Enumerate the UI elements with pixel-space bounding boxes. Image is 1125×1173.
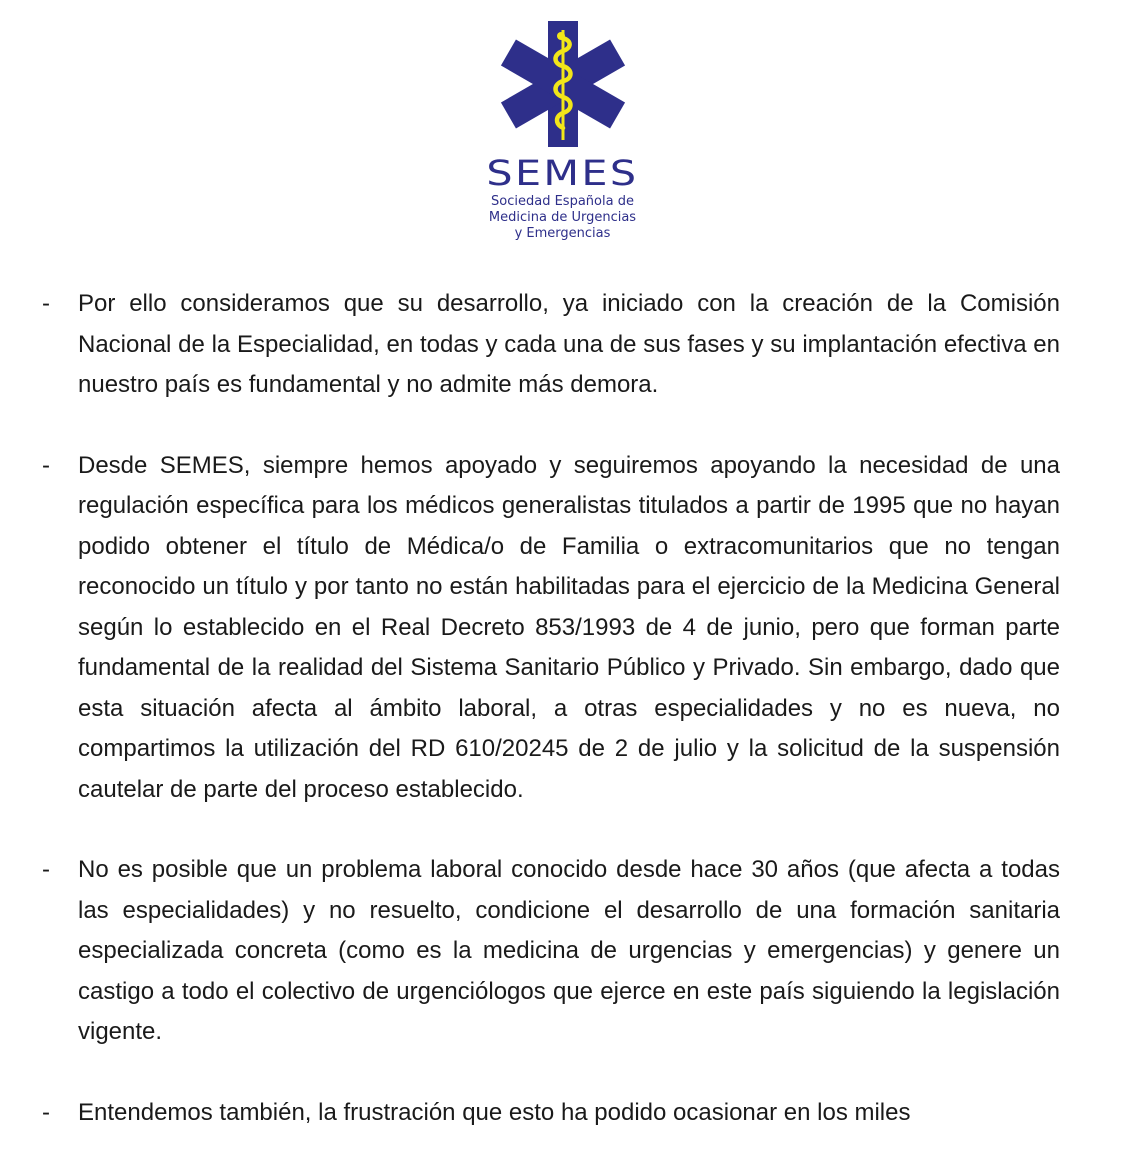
bullet-paragraph: No es posible que un problema laboral conocido desde hace 30 años (que afecta a todas las especialidades) y no resuelto, condicione el desarrollo de una formación sanitaria especializada concreta (como es la medicina de urgencias y emergencias) y genere un castigo a todo el colectivo de urgenciólogos que ejerce en este país siguiendo la legislación vigente. [78, 856, 1060, 1045]
bullet-marker: - [42, 856, 50, 883]
star-of-life-logo-icon [497, 18, 629, 150]
logo-subtitle-line: y Emergencias [514, 226, 611, 241]
logo-subtitle-line: Sociedad Española de [491, 194, 634, 209]
bullet-paragraph: Entendemos también, la frustración que esto ha podido ocasionar en los miles [78, 1098, 911, 1126]
logo-subtitle [489, 194, 636, 242]
header [0, 18, 1125, 242]
bullet-marker: - [42, 451, 50, 479]
bullet-item [42, 284, 1060, 406]
document-body [42, 284, 1060, 1173]
logo-wordmark: SEMES [486, 154, 639, 194]
bullet-item [42, 446, 1060, 811]
bullet-item [42, 850, 1060, 1053]
bullet-item [42, 1093, 1060, 1134]
bullet-marker: - [42, 1098, 50, 1126]
bullet-paragraph: Desde SEMES, siempre hemos apoyado y seguiremos apoyando la necesidad de una regulación específica para los médicos generalistas titulados a partir de 1995 que no hayan podido obtener el título de Médica/o de Familia o extracomunitarios que no tengan reconocido un título y por tanto no están habilitadas para el ejercicio de la Medicina General según lo establecido en el Real Decreto 853/1993 de 4 de junio, pero que forman parte fundamental de la realidad del Sistema Sanitario Público y Privado. Sin embargo, dado que esta situación afecta al ámbito laboral, a otras especialidades y no es nueva, no compartimos la utilización del RD 610/20245 de 2 de julio y la solicitud de la suspensión cautelar de parte del proceso establecido. [78, 451, 1060, 803]
bullet-paragraph: Por ello consideramos que su desarrollo, ya iniciado con la creación de la Comisión Nacional de la Especialidad, en todas y cada una de sus fases y su implantación efectiva en nuestro país es fundamental y no admite más demora. [78, 290, 1060, 398]
logo-subtitle-line: Medicina de Urgencias [488, 210, 637, 225]
bullet-marker: - [42, 290, 50, 317]
